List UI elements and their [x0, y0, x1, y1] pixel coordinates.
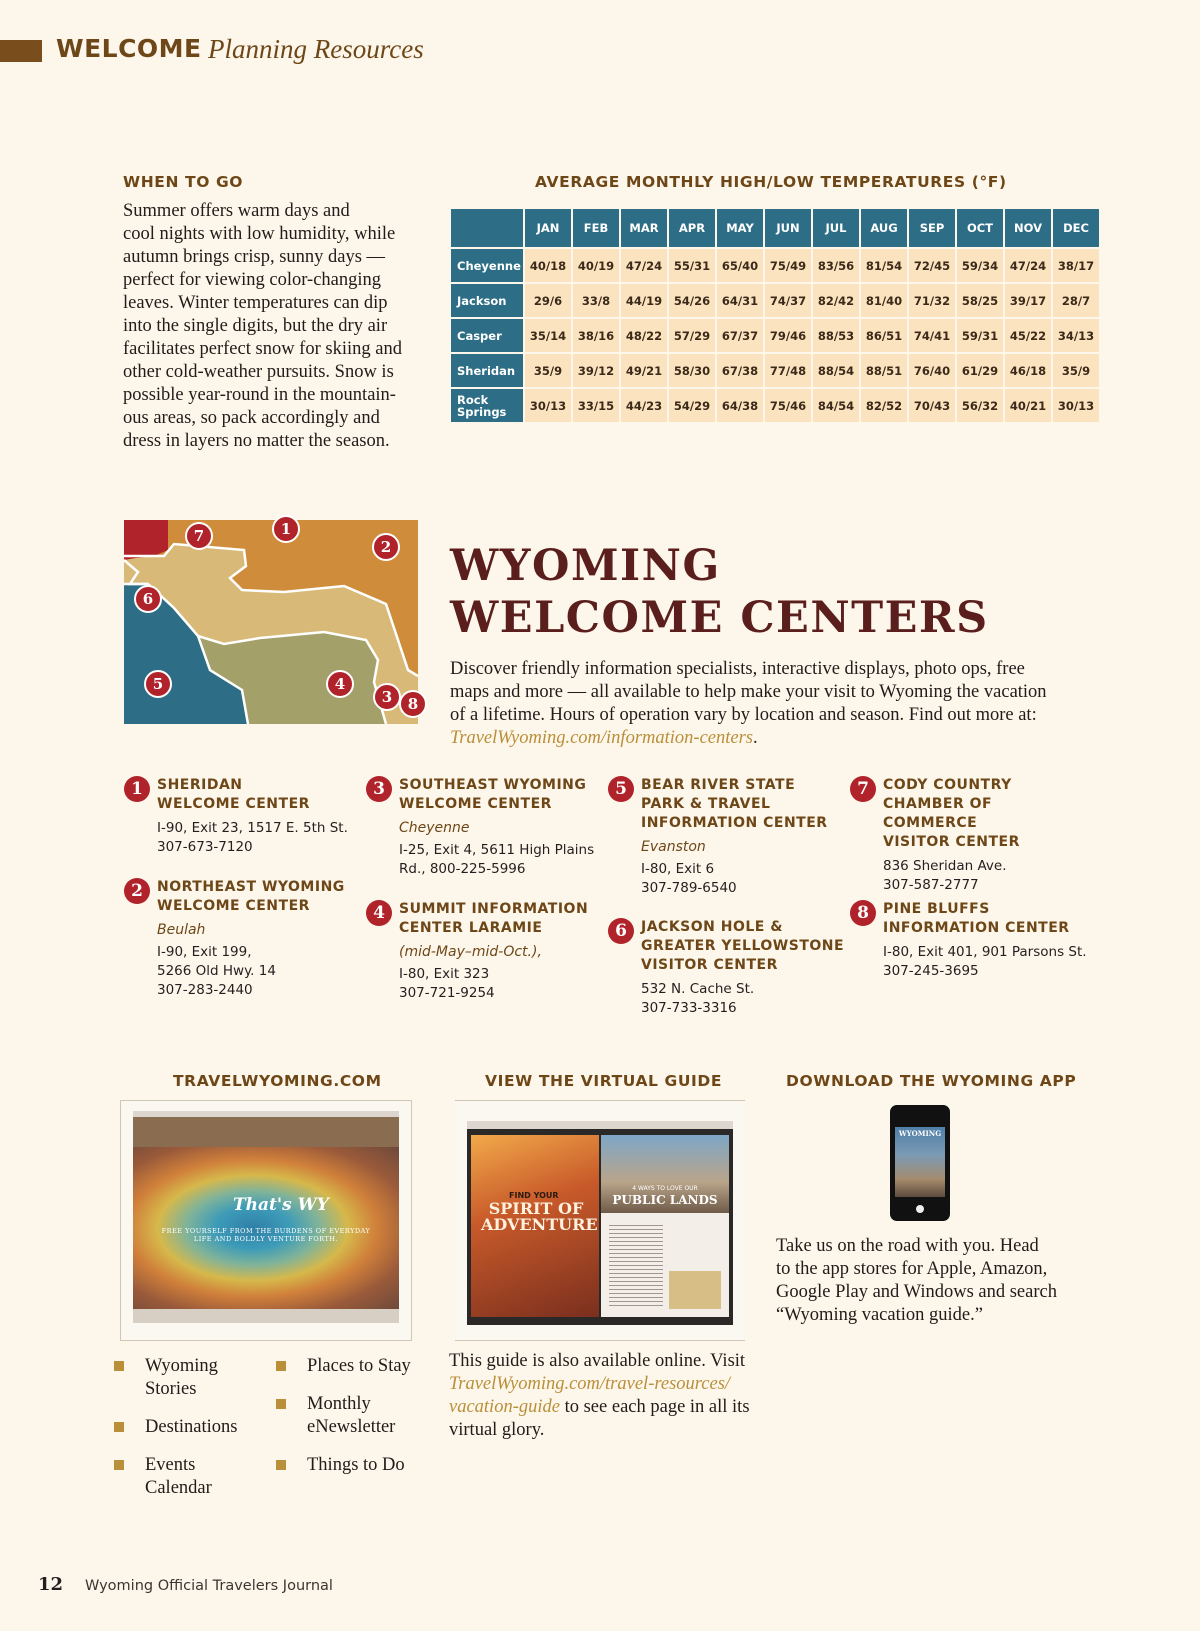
center-title-line: INFORMATION CENTER — [883, 920, 1070, 936]
temp-cell: 65/40 — [717, 249, 763, 282]
publication-name: Wyoming Official Travelers Journal — [85, 1578, 333, 1594]
center-title-line: VISITOR CENTER — [641, 957, 778, 973]
travelwyoming-bullet-item[interactable]: Destinations — [145, 1417, 238, 1437]
guide-line: virtual glory. — [449, 1420, 545, 1440]
center-body — [883, 900, 1090, 981]
temp-cell: 67/38 — [717, 354, 763, 387]
map-pin-7[interactable]: 7 — [185, 522, 213, 550]
temp-cell: 54/26 — [669, 284, 715, 317]
center-address-line: 532 N. Cache St. — [641, 981, 755, 997]
temp-cell: 30/13 — [1053, 389, 1099, 422]
phone-app-label: WYOMING — [898, 1129, 942, 1138]
virtual-guide-screenshot[interactable] — [455, 1100, 745, 1341]
temp-cell: 33/15 — [573, 389, 619, 422]
hero-sub-line: LIFE AND BOLDLY VENTURE FORTH. — [193, 1235, 339, 1243]
body-line: cool nights with low humidity, while — [123, 224, 396, 244]
welcome-center-6 — [608, 918, 848, 1018]
link-suffix: . — [753, 728, 758, 748]
website-hero-sub — [153, 1227, 379, 1243]
map-pin-3[interactable]: 3 — [373, 683, 401, 711]
temp-cell: 79/46 — [765, 319, 811, 352]
page-number: 12 — [38, 1574, 64, 1595]
center-number-badge: 3 — [366, 776, 392, 802]
center-title — [157, 776, 364, 814]
temp-cell: 72/45 — [909, 249, 955, 282]
center-number-badge: 1 — [124, 776, 150, 802]
map-pin-8[interactable]: 8 — [399, 690, 427, 718]
bullet-square-icon — [276, 1361, 286, 1371]
center-title — [641, 776, 848, 833]
temp-cell: 64/38 — [717, 389, 763, 422]
center-city: (mid-May–mid-Oct.), — [399, 944, 542, 960]
welcome-title — [450, 540, 989, 644]
temp-cell: 47/24 — [621, 249, 667, 282]
center-title — [157, 878, 364, 916]
map-pin-6[interactable]: 6 — [134, 585, 162, 613]
center-title — [883, 776, 1090, 852]
center-title-line: SUMMIT INFORMATION — [399, 901, 589, 917]
center-address-line: I-90, Exit 23, 1517 E. 5th St. — [157, 820, 348, 836]
temp-cell: 47/24 — [1005, 249, 1051, 282]
welcome-title-line2: WELCOME CENTERS — [450, 593, 989, 643]
map-pin-2[interactable]: 2 — [372, 533, 400, 561]
center-body — [641, 776, 848, 898]
center-title-line: BEAR RIVER STATE — [641, 777, 796, 793]
temp-cell: 88/53 — [813, 319, 859, 352]
center-title-line: PINE BLUFFS — [883, 901, 990, 917]
temp-cell: 74/37 — [765, 284, 811, 317]
app-title: DOWNLOAD THE WYOMING APP — [786, 1072, 1077, 1090]
temp-cell: 61/29 — [957, 354, 1003, 387]
travelwyoming-bullet-item[interactable]: Monthly eNewsletter — [307, 1394, 396, 1437]
temp-cell: 45/22 — [1005, 319, 1051, 352]
month-header: NOV — [1005, 209, 1051, 247]
body-line: autumn brings crisp, sunny days — — [123, 247, 386, 267]
temp-cell: 57/29 — [669, 319, 715, 352]
month-header: MAR — [621, 209, 667, 247]
month-header: AUG — [861, 209, 907, 247]
center-address-line: 307-673-7120 — [157, 839, 253, 855]
website-nav — [133, 1117, 399, 1147]
temp-cell: 58/25 — [957, 284, 1003, 317]
center-body — [157, 776, 364, 857]
temps-row — [451, 249, 1099, 282]
temps-table — [449, 207, 1101, 424]
home-button — [916, 1205, 924, 1213]
center-address — [157, 943, 364, 1000]
city-label: Sheridan — [451, 354, 523, 387]
app-text — [776, 1235, 1096, 1327]
temps-title: AVERAGE MONTHLY HIGH/LOW TEMPERATURES (°F) — [535, 173, 1007, 191]
intro-line: of a lifetime. Hours of operation vary by location and season. Find out more at: — [450, 705, 1037, 725]
center-city: Beulah — [157, 922, 206, 938]
center-title — [641, 918, 848, 975]
city-label: Casper — [451, 319, 523, 352]
temp-cell: 59/31 — [957, 319, 1003, 352]
map-pin-4[interactable]: 4 — [326, 670, 354, 698]
center-title-line: WELCOME CENTER — [157, 898, 310, 914]
body-line: ous areas, so pack accordingly and — [123, 408, 380, 428]
temp-cell: 40/18 — [525, 249, 571, 282]
temp-cell: 54/29 — [669, 389, 715, 422]
body-line: into the single digits, but the dry air — [123, 316, 388, 336]
spread-right-kicker: 4 WAYS TO LOVE OUR — [632, 1185, 698, 1192]
text-column — [609, 1225, 663, 1309]
center-address-line: Rd., 800-225-5996 — [399, 861, 526, 877]
welcome-center-7 — [850, 776, 1090, 895]
center-address-line: I-80, Exit 6 — [641, 861, 715, 877]
center-body — [157, 878, 364, 1000]
temps-row — [451, 319, 1099, 352]
month-header: APR — [669, 209, 715, 247]
welcome-title-line1: WYOMING — [450, 541, 721, 591]
center-number-badge: 5 — [608, 776, 634, 802]
center-title-line: VISITOR CENTER — [883, 834, 1020, 850]
bullet-square-icon — [114, 1422, 124, 1432]
center-body — [883, 776, 1090, 895]
headline-line: ADVENTURE — [481, 1215, 598, 1234]
information-centers-link[interactable]: TravelWyoming.com/information-centers — [450, 728, 753, 748]
virtual-guide-title: VIEW THE VIRTUAL GUIDE — [485, 1072, 723, 1090]
center-title — [399, 776, 606, 814]
headline-line: SPIRIT OF — [488, 1199, 584, 1218]
temps-row — [451, 389, 1099, 422]
temp-cell: 48/22 — [621, 319, 667, 352]
temp-cell: 75/49 — [765, 249, 811, 282]
temp-cell: 30/13 — [525, 389, 571, 422]
travelwyoming-bullet-item[interactable]: Things to Do — [307, 1455, 405, 1475]
center-address — [399, 841, 606, 879]
center-address-line: 307-245-3695 — [883, 963, 979, 979]
center-address — [883, 857, 1090, 895]
center-address — [641, 860, 848, 898]
welcome-center-4 — [366, 900, 606, 1003]
center-title-line: CODY COUNTRY — [883, 777, 1012, 793]
center-address-line: 836 Sheridan Ave. — [883, 858, 1007, 874]
temp-cell: 74/41 — [909, 319, 955, 352]
center-city: Evanston — [641, 839, 706, 855]
month-header: SEP — [909, 209, 955, 247]
body-line: dress in layers no matter the season. — [123, 431, 390, 451]
welcome-center-8 — [850, 900, 1090, 981]
center-address-line: I-25, Exit 4, 5611 High Plains — [399, 842, 595, 858]
month-header: FEB — [573, 209, 619, 247]
temp-cell: 46/18 — [1005, 354, 1051, 387]
temps-row — [451, 354, 1099, 387]
welcome-center-1 — [124, 776, 364, 857]
temp-cell: 75/46 — [765, 389, 811, 422]
travelwyoming-bullet-item[interactable]: Wyoming Stories — [145, 1356, 218, 1399]
center-title-line: CENTER LARAMIE — [399, 920, 543, 936]
temp-cell: 35/14 — [525, 319, 571, 352]
travelwyoming-bullet-item[interactable]: Places to Stay — [307, 1356, 411, 1376]
app-line: Google Play and Windows and search — [776, 1282, 1057, 1302]
center-body — [641, 918, 848, 1018]
body-line: Summer offers warm days and — [123, 201, 350, 221]
virtual-guide-text — [449, 1350, 769, 1442]
spread-left-kicker: FIND YOUR — [509, 1191, 559, 1200]
center-title — [883, 900, 1090, 938]
center-address-line: 307-789-6540 — [641, 880, 737, 896]
center-address — [883, 943, 1090, 981]
intro-line: Discover friendly information specialists, interactive displays, photo ops, free — [450, 659, 1025, 679]
temp-cell: 77/48 — [765, 354, 811, 387]
when-to-go-title: WHEN TO GO — [123, 173, 244, 191]
month-header: JAN — [525, 209, 571, 247]
center-title — [399, 900, 606, 938]
temp-cell: 35/9 — [525, 354, 571, 387]
center-title-line: INFORMATION CENTER — [641, 815, 828, 831]
center-title-line: CHAMBER OF COMMERCE — [883, 796, 993, 831]
app-line: to the app stores for Apple, Amazon, — [776, 1259, 1048, 1279]
temp-cell: 40/19 — [573, 249, 619, 282]
temp-cell: 81/54 — [861, 249, 907, 282]
temp-cell: 81/40 — [861, 284, 907, 317]
center-title-line: NORTHEAST WYOMING — [157, 879, 345, 895]
center-address-line: I-80, Exit 401, 901 Parsons St. — [883, 944, 1087, 960]
month-header: JUN — [765, 209, 811, 247]
body-line: leaves. Winter temperatures can dip — [123, 293, 388, 313]
welcome-center-5 — [608, 776, 848, 898]
temp-cell: 84/54 — [813, 389, 859, 422]
center-address — [157, 819, 364, 857]
header-section: WELCOME — [56, 34, 202, 63]
center-title-line: WELCOME CENTER — [157, 796, 310, 812]
temp-cell: 33/8 — [573, 284, 619, 317]
city-label: Jackson — [451, 284, 523, 317]
center-address-line: I-80, Exit 323 — [399, 966, 490, 982]
welcome-center-2 — [124, 878, 364, 1000]
spread-left-page — [471, 1135, 599, 1317]
temp-cell: 88/51 — [861, 354, 907, 387]
center-address-line: I-90, Exit 199, — [157, 944, 252, 960]
center-body — [399, 900, 606, 1003]
temp-cell: 38/17 — [1053, 249, 1099, 282]
body-line: perfect for viewing color-changing — [123, 270, 382, 290]
travelwyoming-bullet-item[interactable]: Events Calendar — [145, 1455, 212, 1498]
month-header: OCT — [957, 209, 1003, 247]
center-city: Cheyenne — [399, 820, 470, 836]
month-header: DEC — [1053, 209, 1099, 247]
body-line: facilitates perfect snow for skiing and — [123, 339, 402, 359]
temp-cell: 39/12 — [573, 354, 619, 387]
temp-cell: 56/32 — [957, 389, 1003, 422]
temp-cell: 64/31 — [717, 284, 763, 317]
guide-line: to see each page in all its — [559, 1397, 750, 1417]
bullet-square-icon — [276, 1399, 286, 1409]
center-address — [641, 980, 848, 1018]
center-address-line: 307-733-3316 — [641, 1000, 737, 1016]
center-number-badge: 7 — [850, 776, 876, 802]
city-label: Rock Springs — [451, 389, 523, 422]
body-line: other cold-weather pursuits. Snow is — [123, 362, 394, 382]
temp-cell: 86/51 — [861, 319, 907, 352]
phone-icon[interactable] — [890, 1105, 950, 1221]
header-accent-bar — [0, 40, 42, 62]
center-number-badge: 2 — [124, 878, 150, 904]
temp-cell: 67/37 — [717, 319, 763, 352]
center-address-line: 5266 Old Hwy. 14 — [157, 963, 276, 979]
center-address — [399, 965, 606, 1003]
spread-right-page — [601, 1135, 729, 1317]
app-line: Take us on the road with you. Head — [776, 1236, 1039, 1256]
center-title-line: GREATER YELLOWSTONE — [641, 938, 845, 954]
temps-header-row — [451, 209, 1099, 247]
temp-cell: 39/17 — [1005, 284, 1051, 317]
temp-cell: 55/31 — [669, 249, 715, 282]
body-line: possible year-round in the mountain- — [123, 385, 396, 405]
temp-cell: 38/16 — [573, 319, 619, 352]
app-line: “Wyoming vacation guide.” — [776, 1305, 983, 1325]
temp-cell: 29/6 — [525, 284, 571, 317]
temp-cell: 49/21 — [621, 354, 667, 387]
bullet-square-icon — [114, 1361, 124, 1371]
temps-table-wrap — [449, 207, 1101, 424]
spread-right-headline: PUBLIC LANDS — [612, 1193, 718, 1207]
website-screenshot[interactable] — [120, 1100, 412, 1341]
map-pin-1[interactable]: 1 — [272, 515, 300, 543]
website-screen — [133, 1111, 399, 1323]
temp-cell: 88/54 — [813, 354, 859, 387]
center-number-badge: 6 — [608, 918, 634, 944]
center-title-line: SHERIDAN — [157, 777, 243, 793]
travelwyoming-title: TRAVELWYOMING.COM — [173, 1072, 382, 1090]
center-title-line: JACKSON HOLE & — [641, 919, 783, 935]
temp-cell: 34/13 — [1053, 319, 1099, 352]
temp-cell: 71/32 — [909, 284, 955, 317]
temp-cell: 40/21 — [1005, 389, 1051, 422]
welcome-intro — [450, 658, 1100, 750]
temp-cell: 70/43 — [909, 389, 955, 422]
browser-bar — [467, 1121, 733, 1129]
temps-row — [451, 284, 1099, 317]
center-title-line: SOUTHEAST WYOMING — [399, 777, 587, 793]
center-number-badge: 8 — [850, 900, 876, 926]
website-footer — [133, 1309, 399, 1323]
temp-cell: 82/42 — [813, 284, 859, 317]
guide-screen — [467, 1121, 733, 1325]
temp-cell: 35/9 — [1053, 354, 1099, 387]
welcome-center-3 — [366, 776, 606, 879]
month-header: MAY — [717, 209, 763, 247]
temp-cell: 58/30 — [669, 354, 715, 387]
temp-cell: 83/56 — [813, 249, 859, 282]
center-address-line: 307-721-9254 — [399, 985, 495, 1001]
temp-cell: 44/23 — [621, 389, 667, 422]
city-label: Cheyenne — [451, 249, 523, 282]
center-title-line: WELCOME CENTER — [399, 796, 552, 812]
temp-cell: 44/19 — [621, 284, 667, 317]
center-title-line: PARK & TRAVEL — [641, 796, 771, 812]
virtual-guide-link-part2[interactable]: vacation-guide — [449, 1397, 560, 1417]
temp-cell: 82/52 — [861, 389, 907, 422]
website-hero-title: That's WY — [233, 1195, 329, 1215]
center-address-line: 307-587-2777 — [883, 877, 979, 893]
sidebar-box — [669, 1271, 721, 1309]
intro-line: maps and more — all available to help make your visit to Wyoming the vacation — [450, 682, 1047, 702]
center-number-badge: 4 — [366, 900, 392, 926]
header-subsection: Planning Resources — [208, 34, 424, 64]
bullet-square-icon — [276, 1460, 286, 1470]
phone-screen — [895, 1127, 945, 1197]
temp-cell: 59/34 — [957, 249, 1003, 282]
center-address-line: 307-283-2440 — [157, 982, 253, 998]
temp-cell: 76/40 — [909, 354, 955, 387]
spread-left-headline — [481, 1199, 598, 1234]
guide-line: This guide is also available online. Visit — [449, 1351, 746, 1371]
month-header: JUL — [813, 209, 859, 247]
virtual-guide-link-part1[interactable]: TravelWyoming.com/travel-resources/ — [449, 1374, 731, 1394]
when-to-go-body — [123, 200, 423, 453]
hero-sub-line: FREE YOURSELF FROM THE BURDENS OF EVERYDAY — [161, 1227, 371, 1235]
temps-corner — [451, 209, 523, 247]
map-pin-5[interactable]: 5 — [144, 670, 172, 698]
bullet-square-icon — [114, 1460, 124, 1470]
temp-cell: 28/7 — [1053, 284, 1099, 317]
center-body — [399, 776, 606, 879]
